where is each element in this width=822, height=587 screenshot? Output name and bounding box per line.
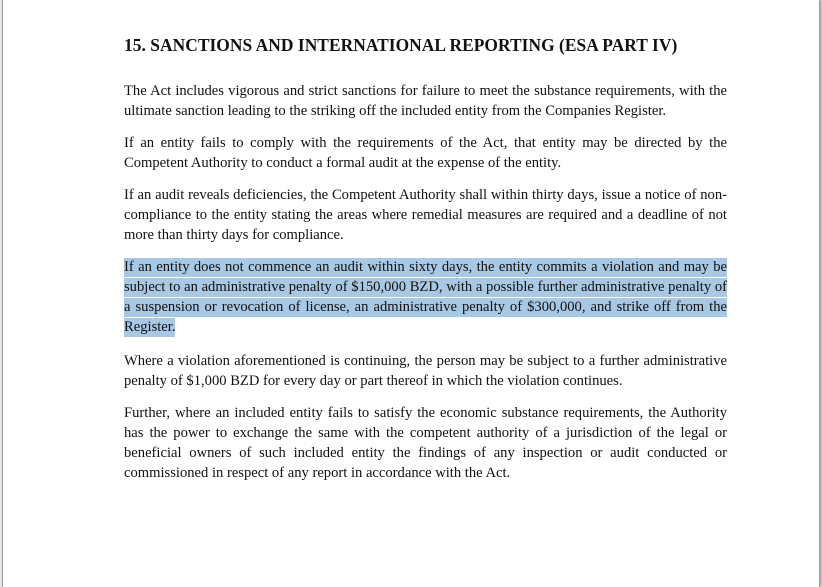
paragraph-administrative-penalty-selected[interactable] — [124, 257, 727, 337]
paragraph-formal-audit[interactable]: If an entity fails to comply with the requirements of the Act, that entity may be directed by the Competent Authority to conduct a formal audit at the expense of the entity. — [124, 135, 727, 171]
paragraph-sanctions-overview[interactable]: The Act includes vigorous and strict sanctions for failure to meet the substance requirements, with the ultimate sanction leading to the striking off the included entity from the Companies Register. — [124, 83, 727, 119]
paragraph-notice-of-non-compliance[interactable]: If an audit reveals deficiencies, the Competent Authority shall within thirty days, issue a notice of non-compliance to the entity stating the areas where remedial measures are required and a deadline of not more than thirty days for compliance. — [124, 187, 727, 243]
document-page[interactable] — [2, 0, 820, 587]
section-heading: 15. SANCTIONS AND INTERNATIONAL REPORTING (ESA PART IV) — [124, 35, 678, 55]
text-selection-highlight[interactable]: If an entity does not commence an audit within sixty days, the entity commits a violation and may be subject to an administrative penalty of $150,000 BZD, with a possible further administrative penalty of a suspension or revocation of license, an administrative penalty of $300,000, and strike off from the Register. — [124, 259, 727, 335]
paragraph-continuing-violation[interactable]: Where a violation aforementioned is continuing, the person may be subject to a further administrative penalty of $1,000 BZD for every day or part thereof in which the violation continues. — [124, 353, 727, 389]
page-content — [124, 30, 727, 495]
paragraph-information-exchange[interactable]: Further, where an included entity fails to satisfy the economic substance requirements, the Authority has the power to exchange the same with the competent authority of a jurisdiction of the legal or beneficial owners of such included entity the findings of any inspection or audit conducted or commissioned in respect of any report in accordance with the Act. — [124, 405, 727, 481]
